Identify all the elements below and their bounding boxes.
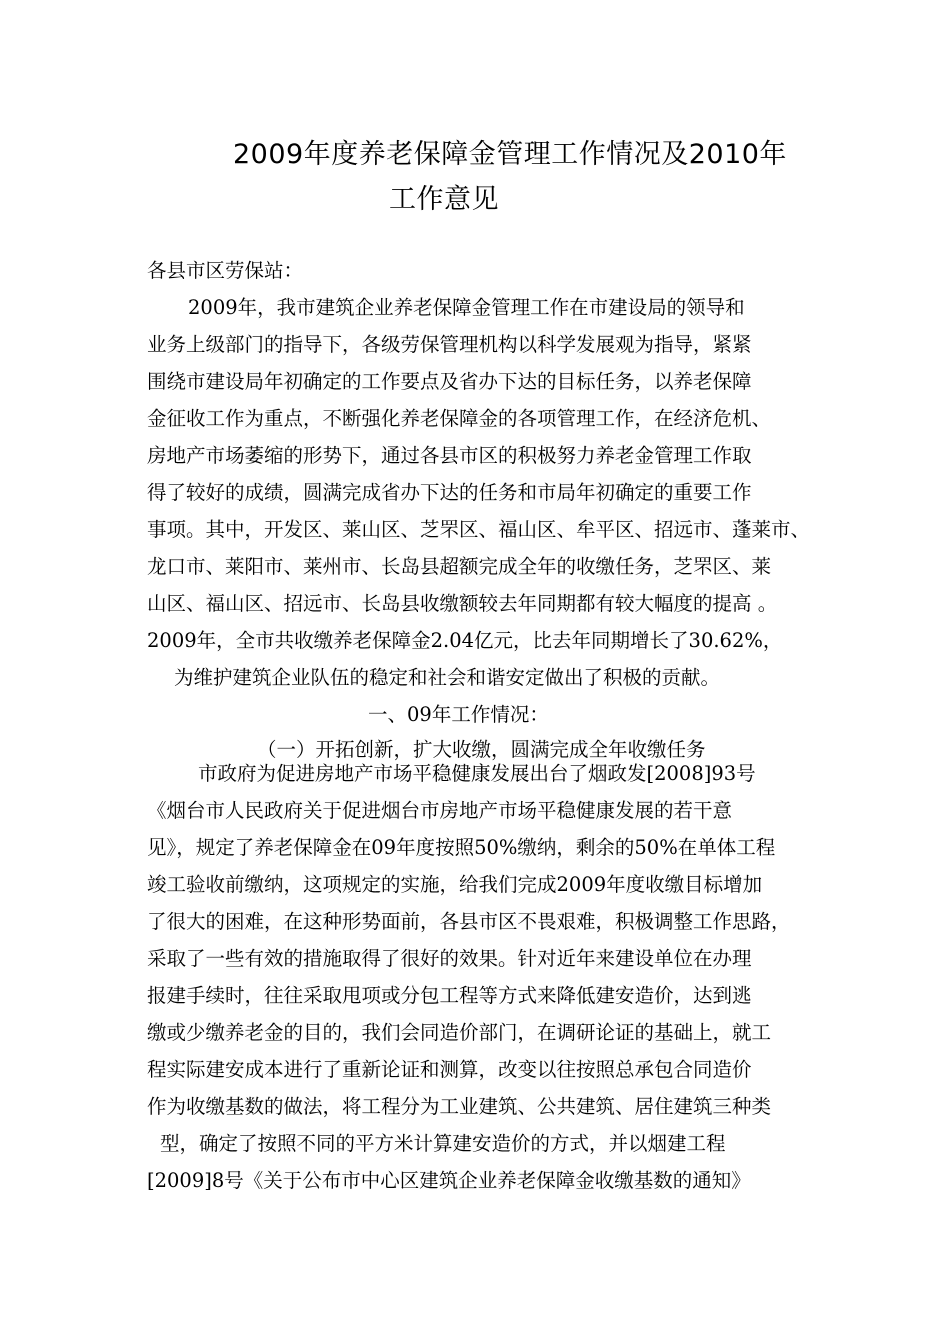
paragraph-line: 缴或少缴养老金的目的，我们会同造价部门，在调研论证的基础上，就工: [147, 1021, 772, 1044]
subsection-heading: （一）开拓创新，扩大收缴，圆满完成全年收缴任务: [257, 738, 706, 761]
paragraph-line: 得了较好的成绩，圆满完成省办下达的任务和市局年初确定的重要工作: [147, 481, 752, 504]
paragraph-line: 围绕市建设局年初确定的工作要点及省办下达的目标任务，以养老保障: [147, 370, 752, 393]
paragraph-line: 龙口市、莱阳市、莱州市、长岛县超额完成全年的收缴任务，芝罘区、莱: [147, 555, 772, 578]
paragraph-line: 型，确定了按照不同的平方米计算建安造价的方式，并以烟建工程: [160, 1132, 726, 1155]
paragraph-line: 山区、福山区、招远市、长岛县收缴额较去年同期都有较大幅度的提高 。: [147, 592, 778, 615]
paragraph-line: [2009]8号《关于公布市中心区建筑企业养老保障金收缴基数的通知》: [147, 1169, 751, 1192]
paragraph-line: 报建手续时，往往采取甩项或分包工程等方式来降低建安造价，达到逃: [147, 984, 752, 1007]
document-title-line-1: 2009年度养老保障金管理工作情况及2010年: [233, 139, 787, 170]
paragraph-line: 2009年，全市共收缴养老保障金2.04亿元，比去年同期增长了30.62%，: [147, 629, 783, 652]
paragraph-line: 见》，规定了养老保障金在09年度按照50%缴纳，剩余的50%在单体工程: [147, 836, 776, 859]
paragraph-line: 为维护建筑企业队伍的稳定和社会和谐安定做出了积极的贡献。: [174, 666, 721, 689]
section-heading: 一、09年工作情况：: [368, 703, 549, 726]
paragraph-line: 了很大的困难，在这种形势面前，各县市区不畏艰难，积极调整工作思路，: [147, 910, 791, 933]
salutation: 各县市区劳保站：: [147, 259, 304, 282]
paragraph-line: 市政府为促进房地产市场平稳健康发展出台了烟政发[2008]93号: [198, 762, 756, 785]
paragraph-line: 2009年，我市建筑企业养老保障金管理工作在市建设局的领导和: [188, 296, 745, 319]
paragraph-line: 程实际建安成本进行了重新论证和测算，改变以往按照总承包合同造价: [147, 1058, 752, 1081]
paragraph-line: 作为收缴基数的做法，将工程分为工业建筑、公共建筑、居住建筑三种类: [147, 1095, 772, 1118]
paragraph-line: 业务上级部门的指导下，各级劳保管理机构以科学发展观为指导，紧紧: [147, 333, 752, 356]
paragraph-line: 《烟台市人民政府关于促进烟台市房地产市场平稳健康发展的若干意: [147, 799, 733, 822]
paragraph-line: 竣工验收前缴纳，这项规定的实施，给我们完成2009年度收缴目标增加: [147, 873, 763, 896]
paragraph-line: 采取了一些有效的措施取得了很好的效果。针对近年来建设单位在办理: [147, 947, 752, 970]
paragraph-line: 事项。其中，开发区、莱山区、芝罘区、福山区、牟平区、招远市、蓬莱市、: [147, 518, 811, 541]
document-title-line-2: 工作意见: [389, 184, 499, 215]
paragraph-line: 金征收工作为重点，不断强化养老保障金的各项管理工作，在经济危机、: [147, 407, 772, 430]
paragraph-line: 房地产市场萎缩的形势下，通过各县市区的积极努力养老金管理工作取: [147, 444, 752, 467]
